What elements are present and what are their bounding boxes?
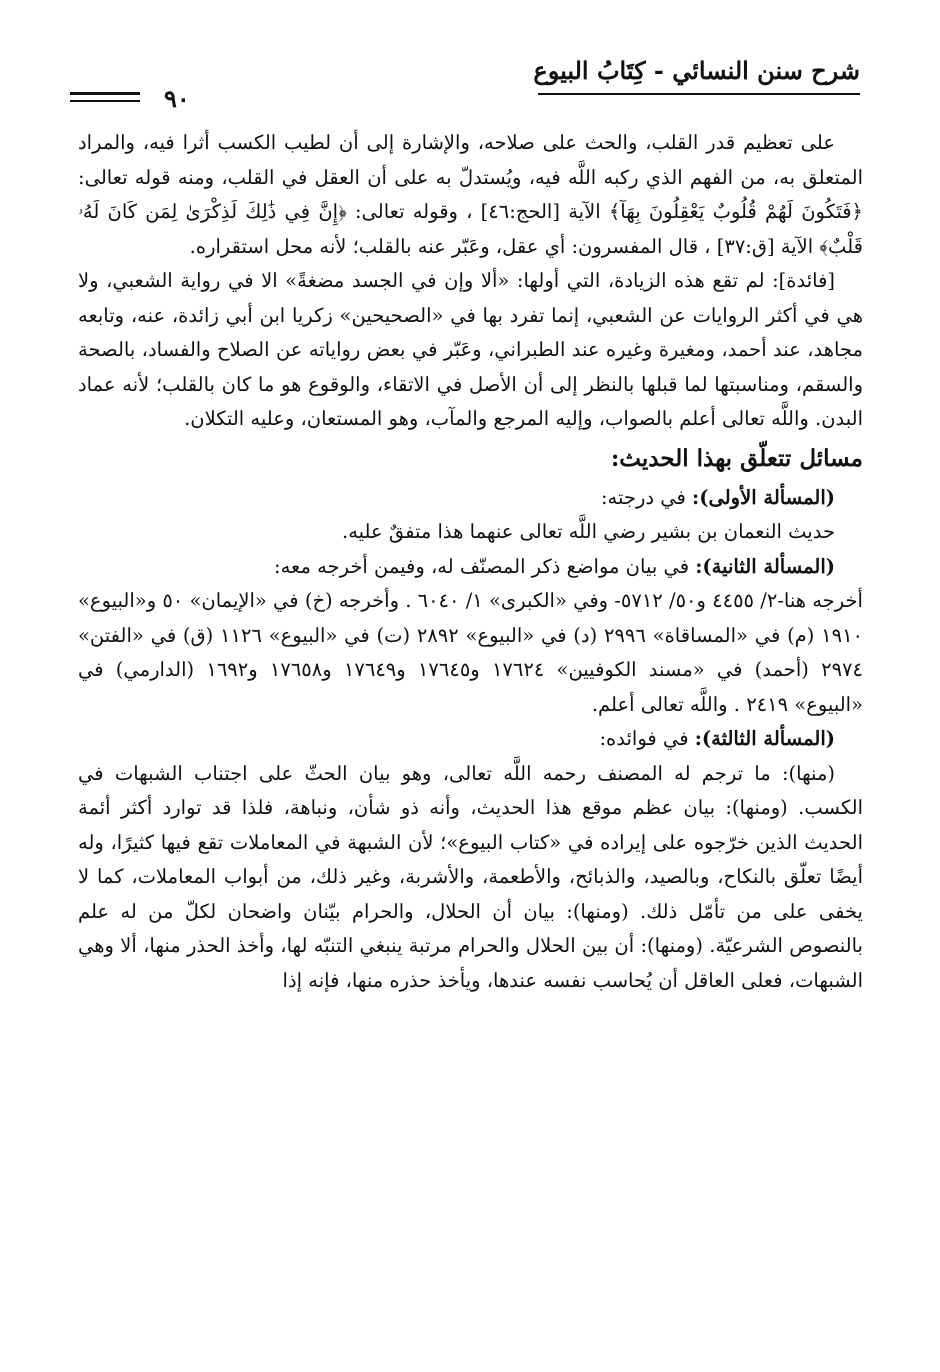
header-double-rule xyxy=(70,92,140,107)
question-1-heading xyxy=(78,481,863,516)
paragraph-qalb: على تعظيم قدر القلب، والحث على صلاحه، والإشارة إلى أن لطيب الكسب أثرا فيه، والمراد المتعلق به، من الفهم الذي ركبه اللَّه فيه، ويُستدلّ به على أن العقل في القلب، ومنه قوله تعالى: ﴿فَتَكُونَ لَهُمْ قُلُوبٌ يَعْقِلُونَ بِهَآ﴾ الآية [الحج:٤٦] ، وقوله تعالى: ﴿إِنَّ فِي ذَٰلِكَ لَذِكْرَىٰ لِمَن كَانَ لَهُۥ قَلْبٌ﴾ الآية [ق:٣٧] ، قال المفسرون: أي عقل، وعَبّر عنه بالقلب؛ لأنه محل استقراره. xyxy=(78,131,863,258)
page-number: ٩٠ xyxy=(164,84,190,113)
page-body xyxy=(78,126,863,998)
question-3-title: في فوائده: xyxy=(599,727,695,750)
question-1-label: (المسألة الأولى): xyxy=(692,485,835,509)
question-1-title: في درجته: xyxy=(600,485,693,509)
question-3-body: (منها): ما ترجم له المصنف رحمه اللَّه تعالى، وهو بيان الحثّ على اجتناب الشبهات في الكسب. (ومنها): بيان عظم موقع هذا الحديث، وأنه ذو شأن، ونباهة، فلذا قد توارد أكثر أئمة الحديث الذين خرّجوه على إيراده في «كتاب البيوع»؛ لأن الشبهة في المعاملات تقع فيها كثيرًا، وله أيضًا تعلّق بالنكاح، وبالصيد، والذبائح، والأطعمة، والأشربة، وغير ذلك، من أبواب المعاملات، كما لا يخفى على من تأمّل ذلك. (ومنها): بيان أن الحلال، والحرام بيّنان واضحان لكلّ من له علم بالنصوص الشرعيّة. (ومنها): أن بين الحلال والحرام مرتبة ينبغي التنبّه لها، وأخذ الحذر منها، ألا وهي الشبهات، فعلى العاقل أن يُحاسب نفسه عندها، ويأخذ حذره منها، فإنه إذا xyxy=(78,761,863,992)
question-2-label: (المسألة الثانية): xyxy=(695,554,835,578)
running-title: شرح سنن النسائي - كِتَابُ البيوع xyxy=(533,56,860,85)
page-header xyxy=(70,50,860,112)
paragraph-faida: [فائدة]: لم تقع هذه الزيادة، التي أولها: «ألا وإن في الجسد مضغةً» الا في رواية الشعبي، ولا هي في أكثر الروايات عن الشعبي، إنما تفرد بها في «الصحيحين» زكريا ابن أبي زائدة، عنه، وتابعه مجاهد، عند أحمد، ومغيرة وغيره عند الطبراني، وعَبّر في بعض رواياته عن الصلاح والفساد، بالصحة والسقم، ومناسبتها لما قبلها بالنظر إلى أن الأصل في الاتقاء، والوقوع هو ما كان بالقلب؛ لأنه عماد البدن. واللَّه تعالى أعلم بالصواب، وإليه المرجع والمآب، وهو المستعان، وعليه التكلان. xyxy=(78,269,863,430)
question-2-title: في بيان مواضع ذكر المصنّف له، وفيمن أخرجه معه: xyxy=(274,554,696,578)
question-2-body: أخرجه هنا-٢/ ٤٤٥٥ و٥٠/ ٥٧١٢- وفي «الكبرى» ١/ ٦٠٤٠ . وأخرجه (خ) في «الإيمان» ٥٠ و«البيوع» ١٩١٠ (م) في «المساقاة» ٢٩٩٦ (د) في «البيوع» ٢٨٩٢ (ت) في «البيوع» ١١٢٦ (ق) في «الفتن» ٢٩٧٤ (أحمد) في «مسند الكوفيين» ١٧٦٢٤ و١٧٦٤٥ و١٧٦٤٩ و١٧٦٥٨ و١٦٩٢ (الدارمي) في «البيوع» ٢٤١٩ . واللَّه تعالى أعلم. xyxy=(78,589,864,716)
question-3-heading xyxy=(78,722,863,757)
question-2-heading xyxy=(78,550,863,585)
section-heading: مسائل تتعلّق بهذا الحديث: xyxy=(610,444,863,472)
question-1-body: حديث النعمان بن بشير رضي اللَّه تعالى عنهما هذا متفقٌ عليه. xyxy=(342,520,835,543)
title-underline xyxy=(538,93,860,95)
question-3-label: (المسألة الثالثة): xyxy=(694,727,835,750)
